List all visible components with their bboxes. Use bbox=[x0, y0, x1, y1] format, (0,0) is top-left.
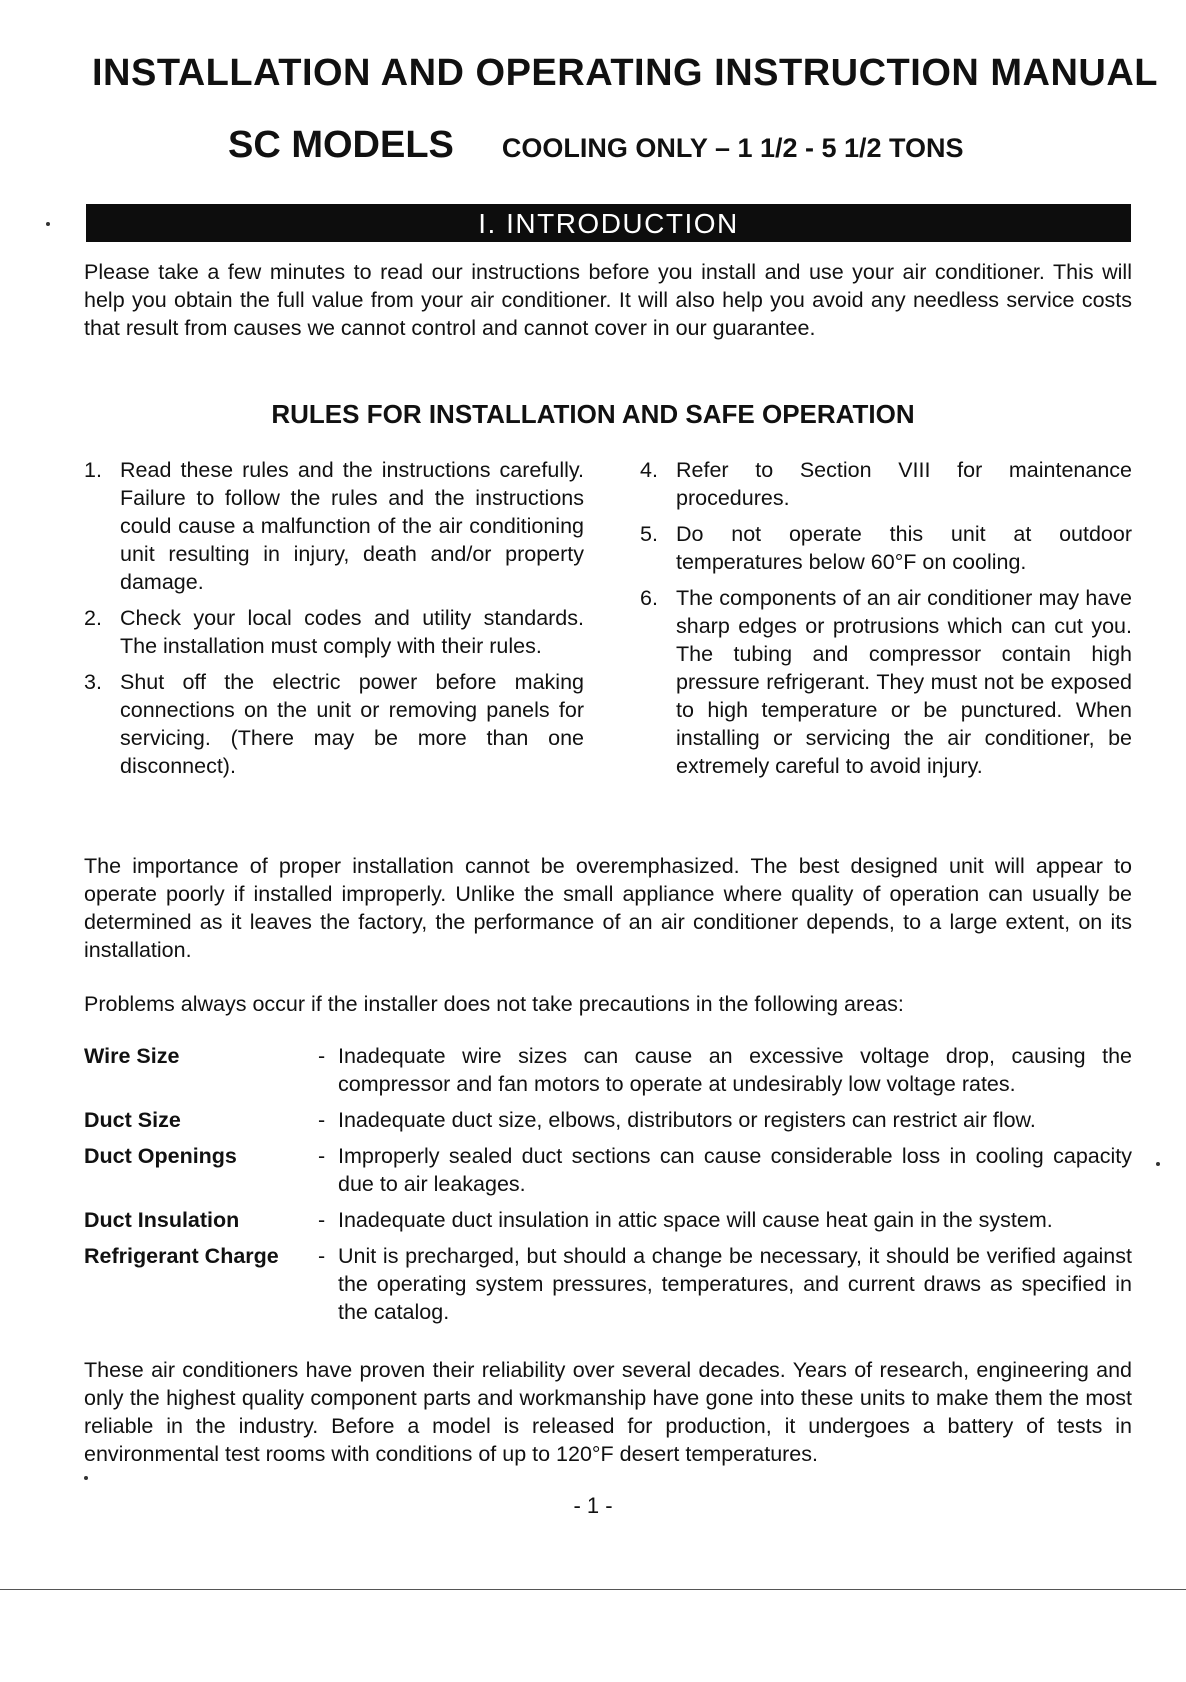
problem-row bbox=[84, 1042, 1132, 1098]
problem-dash: - bbox=[318, 1144, 326, 1168]
importance-paragraph: The importance of proper installation cannot be overemphasized. The best designed unit will appear to operate poorly if installed improperly. Unlike the small appliance where quality of operation can usually be determined as it leaves the factory, the performance of an air conditioner depends, to a large extent, on its installation. bbox=[84, 854, 1132, 962]
closing-paragraph: These air conditioners have proven their reliability over several decades. Years of research, engineering and only the highest quality component parts and workmanship have gone into these units to make them the most reliable in the industry. Before a model is released for production, it undergoes a battery of tests in environmental test rooms with conditions of up to 120°F desert temperatures. bbox=[84, 1358, 1132, 1466]
problem-desc: Inadequate duct size, elbows, distributors or registers can restrict air flow. bbox=[338, 1108, 1036, 1132]
problems-list bbox=[84, 1042, 1132, 1334]
document-title: INSTALLATION AND OPERATING INSTRUCTION MANUAL bbox=[92, 52, 1159, 94]
problem-row bbox=[84, 1142, 1132, 1198]
rule-number: 3. bbox=[84, 670, 102, 694]
rule-number: 1. bbox=[84, 458, 102, 482]
rule-item bbox=[640, 456, 1132, 512]
problem-desc: Inadequate duct insulation in attic space will cause heat gain in the system. bbox=[338, 1208, 1053, 1232]
intro-paragraph: Please take a few minutes to read our instructions before you install and use your air conditioner. This will help you obtain the full value from your air conditioner. It will also help you avoid any needless service costs that result from causes we cannot control and cannot cover in our guarantee. bbox=[84, 260, 1132, 340]
scan-speck bbox=[46, 222, 50, 226]
problem-desc: Inadequate wire sizes can cause an excessive voltage drop, causing the compressor and fan motors to operate at undesirably low voltage rates. bbox=[338, 1044, 1132, 1096]
problem-dash: - bbox=[318, 1108, 326, 1132]
section-header-introduction bbox=[86, 204, 1131, 242]
problem-term: Wire Size bbox=[84, 1044, 180, 1068]
rule-text: Refer to Section VIII for maintenance procedures. bbox=[676, 458, 1132, 510]
problems-intro: Problems always occur if the installer does not take precautions in the following areas: bbox=[84, 992, 904, 1016]
rules-heading: RULES FOR INSTALLATION AND SAFE OPERATION bbox=[271, 399, 915, 429]
problem-term: Duct Openings bbox=[84, 1144, 237, 1168]
rule-item bbox=[84, 668, 584, 780]
problem-desc: Improperly sealed duct sections can cause considerable loss in cooling capacity due to air leakages. bbox=[338, 1144, 1132, 1196]
subtitle bbox=[228, 124, 964, 167]
rule-text: Shut off the electric power before making connections on the unit or removing panels for servicing. (There may be more than one disconnect). bbox=[120, 670, 584, 778]
rule-number: 5. bbox=[640, 522, 658, 546]
capacity-label: COOLING ONLY – 1 1/2 - 5 1/2 TONS bbox=[501, 133, 964, 163]
rule-number: 2. bbox=[84, 606, 102, 630]
problem-dash: - bbox=[318, 1244, 326, 1268]
rule-number: 6. bbox=[640, 586, 658, 610]
models-label: SC MODELS bbox=[228, 124, 454, 166]
problem-dash: - bbox=[318, 1208, 326, 1232]
rule-item bbox=[84, 604, 584, 660]
scan-speck bbox=[84, 1476, 88, 1480]
problem-row bbox=[84, 1106, 1132, 1134]
rule-item bbox=[84, 456, 584, 596]
problem-dash: - bbox=[318, 1044, 326, 1068]
bottom-divider bbox=[0, 1589, 1186, 1590]
section-title: I. INTRODUCTION bbox=[478, 208, 739, 239]
rules-list-left bbox=[84, 456, 584, 788]
problem-row bbox=[84, 1242, 1132, 1326]
problem-desc: Unit is precharged, but should a change be necessary, it should be verified against the operating system pressures, temperatures, and current draws as specified in the catalog. bbox=[338, 1244, 1132, 1324]
page-number: - 1 - bbox=[573, 1493, 613, 1518]
problem-term: Refrigerant Charge bbox=[84, 1244, 279, 1268]
rule-text: Do not operate this unit at outdoor temperatures below 60°F on cooling. bbox=[676, 522, 1132, 574]
problem-term: Duct Insulation bbox=[84, 1208, 240, 1232]
rule-text: Check your local codes and utility standards. The installation must comply with their rules. bbox=[120, 606, 584, 658]
rule-text: The components of an air conditioner may have sharp edges or protrusions which can cut you. The tubing and compressor contain high pressure refrigerant. They must not be exposed to high temperature or be punctured. When installing or servicing the air conditioner, be extremely careful to avoid injury. bbox=[676, 586, 1132, 778]
rules-list-right bbox=[640, 456, 1132, 788]
rule-text: Read these rules and the instructions carefully. Failure to follow the rules and the instructions could cause a malfunction of the air conditioning unit resulting in injury, death and/or property damage. bbox=[120, 458, 584, 594]
problem-term: Duct Size bbox=[84, 1108, 181, 1132]
rule-number: 4. bbox=[640, 458, 658, 482]
rule-item bbox=[640, 520, 1132, 576]
scan-speck bbox=[1156, 1162, 1160, 1166]
rule-item bbox=[640, 584, 1132, 780]
problem-row bbox=[84, 1206, 1132, 1234]
